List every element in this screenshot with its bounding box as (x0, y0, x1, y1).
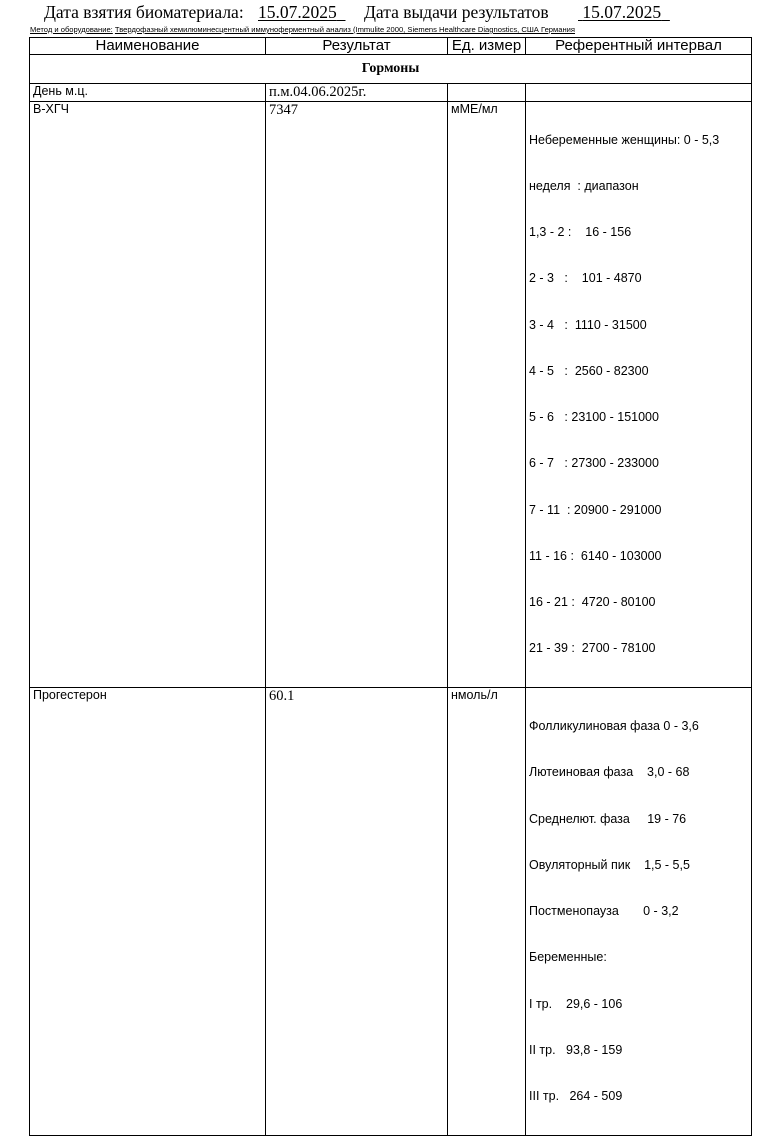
column-header-reference: Референтный интервал (526, 38, 752, 55)
issue-date-label: Дата выдачи результатов (364, 2, 549, 22)
method-label: Метод и оборудование: (30, 25, 113, 34)
results-table (29, 37, 752, 1136)
reference-line: 5 - 6 : 23100 - 151000 (529, 410, 659, 425)
row-reference (526, 102, 752, 688)
reference-line: Постменопауза 0 - 3,2 (529, 904, 679, 919)
reference-line: 1,3 - 2 : 16 - 156 (529, 225, 632, 240)
row-name: День м.ц. (30, 84, 266, 102)
reference-line: I тр. 29,6 - 106 (529, 996, 623, 1011)
reference-line: неделя : диапазон (529, 179, 639, 194)
column-header-name: Наименование (30, 38, 266, 55)
reference-line: Беременные: (529, 950, 607, 965)
reference-line: 2 - 3 : 101 - 4870 (529, 271, 642, 286)
collection-date-text: 15.07.2025 (258, 2, 337, 22)
section-row (30, 55, 752, 84)
reference-line: 6 - 7 : 27300 - 233000 (529, 456, 659, 471)
row-result: 7347 (266, 102, 448, 688)
reference-line: III тр. 264 - 509 (529, 1089, 623, 1103)
row-unit: мМЕ/мл (448, 102, 526, 688)
row-unit: нмоль/л (448, 688, 526, 1136)
reference-line: 4 - 5 : 2560 - 82300 (529, 363, 649, 378)
reference-line: Овуляторный пик 1,5 - 5,5 (529, 857, 690, 872)
report-header (0, 0, 767, 28)
row-name: Прогестерон (30, 688, 266, 1136)
reference-line: Небеременные женщины: 0 - 5,3 (529, 132, 720, 147)
reference-line: 11 - 16 : 6140 - 103000 (529, 548, 662, 563)
reference-line: II тр. 93,8 - 159 (529, 1042, 623, 1057)
method-line (30, 25, 750, 34)
row-reference (526, 688, 752, 1136)
row-unit (448, 84, 526, 102)
issue-date-value (578, 2, 670, 23)
method-text: Твердофазный хемилюминесцентный иммуноферментный анализ (Immulite 2000, Siemens Healthcare Diagnostics, США Германия (114, 25, 576, 34)
table-row (30, 688, 752, 1136)
reference-line: 3 - 4 : 1110 - 31500 (529, 317, 647, 332)
collection-date-value (258, 2, 346, 23)
reference-line: 21 - 39 : 2700 - 78100 (529, 641, 656, 656)
issue-date-text: 15.07.2025 (582, 2, 662, 22)
table-row (30, 102, 752, 688)
reference-line: Фолликулиновая фаза 0 - 3,6 (529, 719, 699, 734)
column-header-result: Результат (266, 38, 448, 55)
collection-date-label: Дата взятия биоматериала: (44, 2, 244, 22)
reference-line: 16 - 21 : 4720 - 80100 (529, 595, 656, 609)
row-result: п.м.04.06.2025г. (266, 84, 448, 102)
column-header-unit: Ед. измер (448, 38, 526, 55)
row-name: В-ХГЧ (30, 102, 266, 688)
reference-line: Среднелют. фаза 19 - 76 (529, 811, 687, 826)
reference-line: 7 - 11 : 20900 - 291000 (529, 502, 662, 517)
row-result: 60.1 (266, 688, 448, 1136)
row-reference (526, 84, 752, 102)
reference-line: Лютеиновая фаза 3,0 - 68 (529, 765, 690, 780)
section-title: Гормоны (30, 55, 752, 84)
table-header-row (30, 38, 752, 55)
table-row (30, 84, 752, 102)
